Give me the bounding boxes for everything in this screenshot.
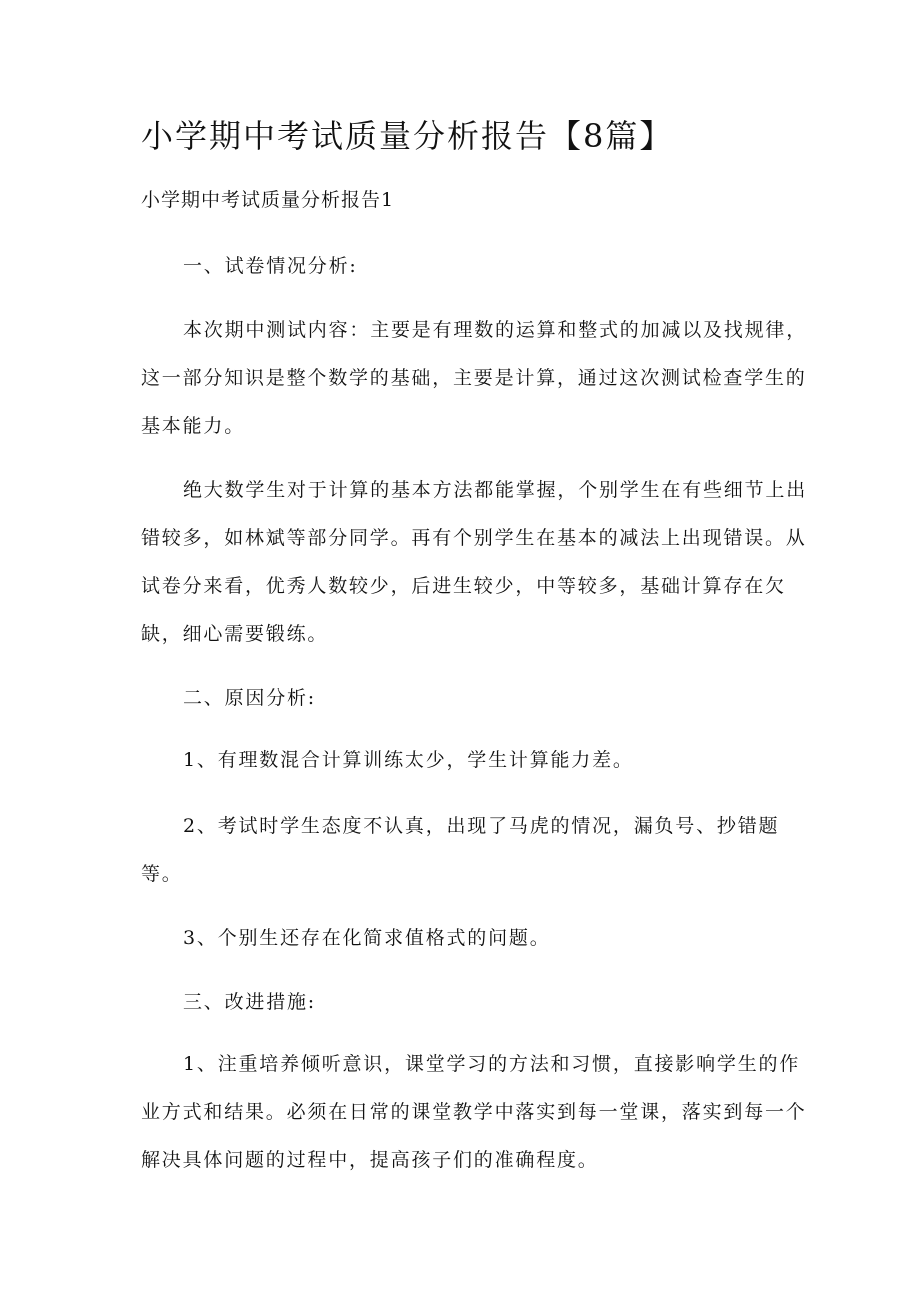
section-heading-paper-analysis: 一、试卷情况分析: [183,255,358,277]
list-item-measure-1: 1、注重培养倾听意识，课堂学习的方法和习惯，直接影响学生的作业方式和结果。必须在日常的课堂教学中落实到每一堂课，落实到每一个解决具体问题的过程中，提高孩子们的准确程度。 [141,1053,807,1171]
paragraph-test-content: 本次期中测试内容：主要是有理数的运算和整式的加减以及找规律，这一部分知识是整个数学的基础，主要是计算，通过这次测试检查学生的基本能力。 [141,319,808,437]
report-subtitle: 小学期中考试质量分析报告1 [141,189,395,211]
list-item-reason-2: 2、考试时学生态度不认真，出现了马虎的情况，漏负号、抄错题等。 [141,815,780,885]
document-title: 小学期中考试质量分析报告【8篇】 [141,117,674,155]
list-item-reason-1: 1、有理数混合计算训练太少，学生计算能力差。 [183,749,634,771]
section-heading-cause-analysis: 二、原因分析: [183,687,317,709]
section-heading-improvement-measures: 三、改进措施: [183,991,317,1013]
paragraph-student-performance: 绝大数学生对于计算的基本方法都能掌握，个别学生在有些细节上出错较多，如林斌等部分同学。再有个别学生在基本的减法上出现错误。从试卷分来看，优秀人数较少，后进生较少，中等较多，基础计算存在欠缺，细心需要锻练。 [141,479,808,645]
list-item-reason-3: 3、个别生还存在化简求值格式的问题。 [183,927,551,949]
